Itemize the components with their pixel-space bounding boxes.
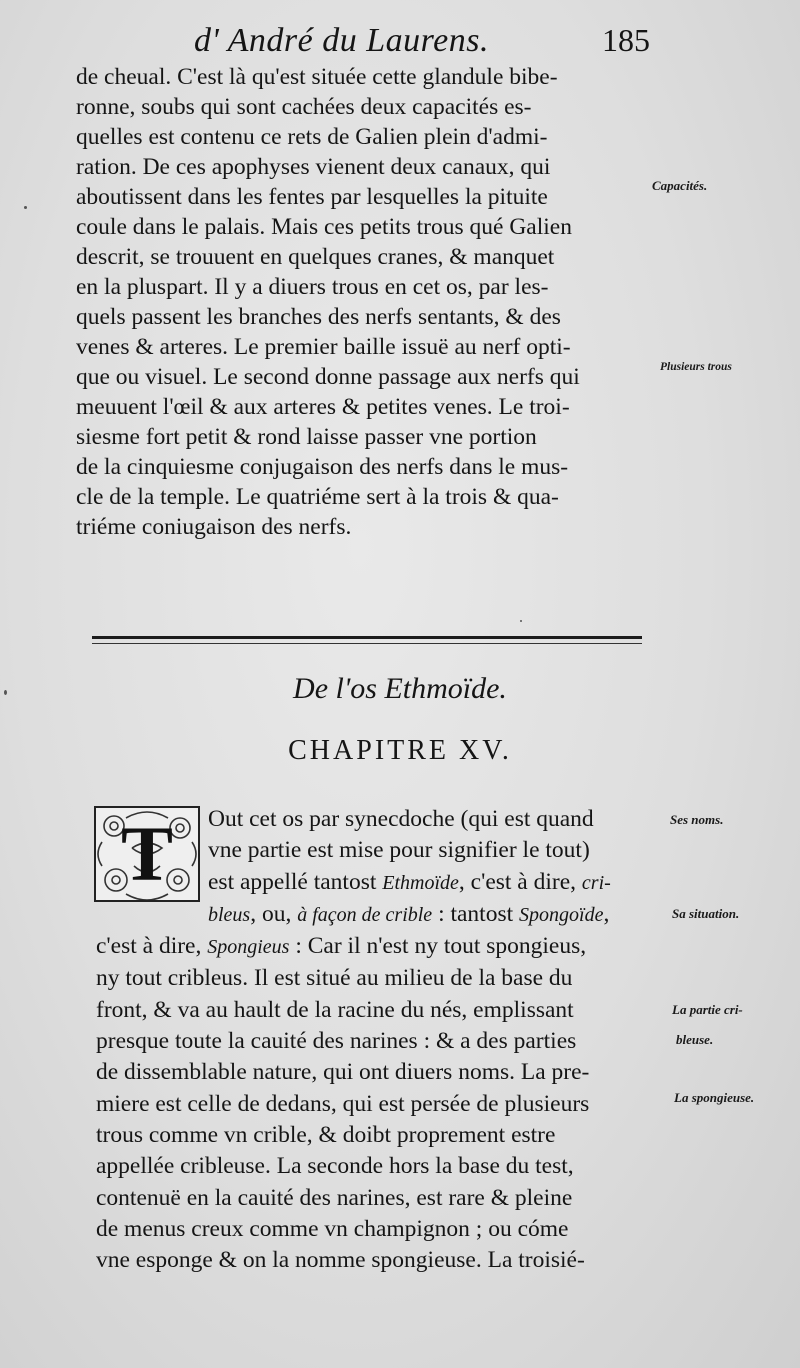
text-line: descrit, se trouuent en quelques cranes, & manquet (76, 244, 555, 270)
chapter-title: CHAPITRE XV. (288, 735, 512, 766)
text-line: trous comme vn crible, & doibt proprement estre (96, 1121, 556, 1148)
text-line: de la cinquiesme conjugaison des nerfs dans le mus- (76, 454, 569, 480)
text-line: en la pluspart. Il y a diuers trous en cet os, par les- (76, 274, 549, 300)
text-line: de dissemblable nature, qui ont diuers noms. La pre- (96, 1059, 590, 1086)
text-line (96, 931, 668, 963)
text-line: de menus creux comme vn champignon ; ou cóme (96, 1215, 569, 1242)
text-line: miere est celle de dedans, qui est persée de plusieurs (96, 1090, 590, 1117)
margin-note-capacites: Capacités. (652, 178, 708, 193)
section-divider-rule (92, 636, 642, 644)
paper-speck (4, 690, 7, 695)
text-line: de cheual. C'est là qu'est située cette glandule bibe- (76, 64, 558, 90)
running-title: d' André du Laurens. (194, 22, 489, 59)
text-line (96, 899, 668, 931)
text-run: est appellé tantost (208, 868, 383, 895)
text-run: , ou, (250, 900, 298, 927)
margin-note-ses-noms: Ses noms. (670, 812, 724, 827)
page-header (170, 22, 650, 66)
margin-note-plusieurs-trous: Plusieurs trous (660, 361, 732, 373)
paper-speck (24, 206, 27, 209)
text-run: , (603, 900, 610, 927)
text-line: appellée cribleuse. La seconde hors la base du test, (96, 1153, 574, 1180)
italic-term: Spongieus (207, 936, 290, 959)
text-line (96, 867, 668, 899)
text-line: ronne, soubs qui sont cachées deux capacités es- (76, 94, 532, 120)
chapter-text (96, 804, 668, 1276)
text-line: cle de la temple. Le quatriéme sert à la trois & qua- (76, 484, 559, 510)
italic-term: bleus (208, 903, 251, 926)
text-line: front, & va au hault de la racine du nés, emplissant (96, 996, 574, 1023)
margin-note-sa-situation: Sa situation. (672, 906, 740, 921)
text-line: Out cet os par synecdoche (qui est quand (208, 806, 594, 832)
italic-term: cri- (581, 871, 611, 894)
text-run: , c'est à dire, (458, 868, 582, 895)
page-number: 185 (602, 22, 650, 58)
text-run: c'est à dire, (96, 933, 208, 960)
italic-term: Spongoïde (519, 903, 604, 926)
text-line: quels passent les branches des nerfs sentants, & des (76, 304, 561, 330)
section-title: De l'os Ethmoïde. (293, 672, 507, 705)
text-line: ny tout cribleus. Il est situé au milieu de la base du (96, 965, 573, 992)
text-line: vne esponge & on la nomme spongieuse. La troisié- (96, 1247, 585, 1274)
text-line: presque toute la cauité des narines : & a des parties (96, 1028, 577, 1055)
text-line: siesme fort petit & rond laisse passer vne portion (76, 424, 537, 450)
text-line: contenuë en la cauité des narines, est rare & pleine (96, 1184, 573, 1211)
text-run: : tantost (432, 900, 520, 927)
margin-note-spongieuse: La spongieuse. (674, 1090, 755, 1105)
paper-speck (520, 620, 522, 622)
margin-note-partie-crible-cont: bleuse. (676, 1032, 714, 1047)
text-line: venes & arteres. Le premier baille issuë au nerf opti- (76, 334, 571, 360)
text-line: ration. De ces apophyses vienent deux canaux, qui (76, 154, 551, 180)
text-line: vne partie est mise pour signifier le tout) (208, 837, 590, 864)
text-line: coule dans le palais. Mais ces petits trous qué Galien (76, 214, 572, 240)
initial-letter: T (120, 810, 174, 897)
continued-text (76, 62, 654, 542)
text-line: meuuent l'œil & aux arteres & petites venes. Le troi- (76, 394, 570, 420)
text-line: quelles est contenu ce rets de Galien plein d'admi- (76, 124, 548, 150)
margin-note-partie-crible: La partie cri- (672, 1002, 743, 1017)
text-line: triéme coniugaison des nerfs. (76, 514, 352, 540)
italic-term: à façon de crible (297, 903, 433, 926)
text-line: que ou visuel. Le second donne passage aux nerfs qui (76, 364, 580, 390)
italic-term: Ethmoïde (382, 871, 459, 894)
text-line: aboutissent dans les fentes par lesquelles la pituite (76, 184, 548, 210)
text-run: : Car il n'est ny tout spongieus, (289, 933, 587, 960)
